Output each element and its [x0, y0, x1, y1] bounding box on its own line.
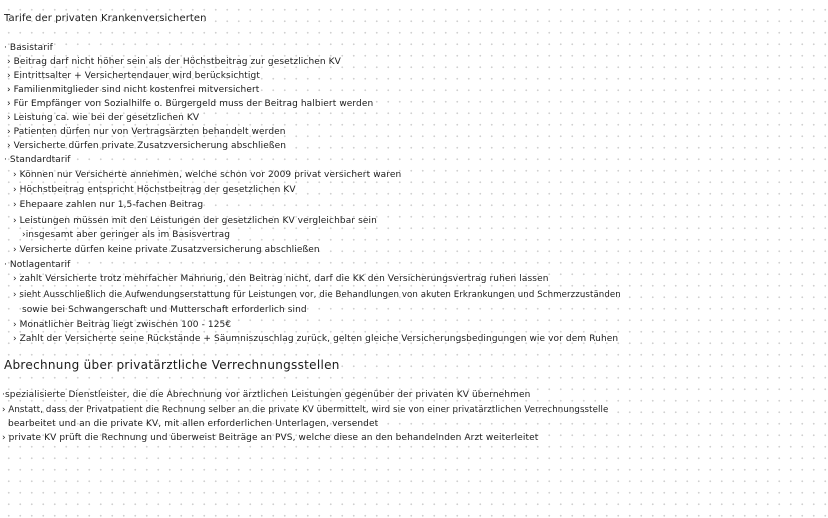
basistarif-item: › Eintrittsalter + Versichertendauer wird berücksichtigt: [7, 71, 260, 81]
standardtarif-item: › Ehepaare zahlen nur 1,5-fachen Beitrag: [13, 200, 204, 210]
standardtarif-heading: · Standardtarif: [4, 155, 71, 165]
basistarif-item: › Leistung ca. wie bei der gesetzlichen KV: [7, 113, 200, 123]
abrechnung-heading: Abrechnung über privatärztliche Verrechnungsstellen: [4, 358, 340, 372]
abrechnung-item: › Anstatt, dass der Privatpatient die Rechnung selber an die private KV übermittelt, wird sie von einer privatärztlichen Verrechnungsstelle: [2, 405, 609, 415]
basistarif-item: › Familienmitglieder sind nicht kostenfrei mitversichert: [7, 85, 260, 95]
notlagentarif-item: › zahlt Versicherte trotz mehrfacher Mahnung, den Beitrag nicht, darf die KK den Versicherungsvertrag ruhen lassen: [13, 274, 549, 284]
notlagentarif-item: › sieht Ausschließlich die Aufwendungserstattung für Leistungen vor, die Behandlungen von akuten Erkrankungen und Schmerzzuständen: [13, 290, 621, 300]
abrechnung-item: › private KV prüft die Rechnung und überweist Beiträge an PVS, welche diese an den behandelnden Arzt weiterleitet: [2, 433, 539, 443]
page-title: Tarife der privaten Krankenversicherten: [4, 13, 207, 24]
notlagentarif-heading: · Notlagentarif: [4, 260, 71, 270]
standardtarif-item: › Höchstbeitrag entspricht Höchstbeitrag der gesetzlichen KV: [13, 185, 296, 195]
basistarif-item: › Versicherte dürfen private Zusatzversicherung abschließen: [7, 141, 287, 151]
basistarif-item: › Für Empfänger von Sozialhilfe o. Bürgergeld muss der Beitrag halbiert werden: [7, 99, 374, 109]
standardtarif-item: › Versicherte dürfen keine private Zusatzversicherung abschließen: [13, 245, 320, 255]
standardtarif-item: › Können nur Versicherte annehmen, welche schon vor 2009 privat versichert waren: [13, 170, 402, 180]
notlagentarif-item: › Monatlicher Beitrag liegt zwischen 100 - 125€: [13, 320, 232, 330]
basistarif-item: › Beitrag darf nicht höher sein als der Höchstbeitrag zur gesetzlichen KV: [7, 57, 341, 67]
basistarif-heading: · Basistarif: [4, 43, 53, 53]
abrechnung-item: ·spezialisierte Dienstleister, die die Abrechnung vor ärztlichen Leistungen gegenüber der privaten KV übernehmen: [2, 390, 531, 400]
notlagentarif-item: sowie bei Schwangerschaft und Mutterschaft erforderlich sind: [22, 305, 307, 315]
standardtarif-item: › Leistungen müssen mit den Leistungen der gesetzlichen KV vergleichbar sein: [13, 216, 377, 226]
standardtarif-item: ›insgesamt aber geringer als im Basisvertrag: [22, 230, 231, 240]
basistarif-item: › Patienten dürfen nur von Vertragsärzten behandelt werden: [7, 127, 286, 137]
notlagentarif-item: › Zahlt der Versicherte seine Rückstände + Säumniszuschlag zurück, gelten gleiche Versicherungsbedingungen wie vor dem Ruhen: [13, 334, 619, 344]
abrechnung-item: bearbeitet und an die private KV, mit allen erforderlichen Unterlagen, versendet: [8, 419, 379, 429]
